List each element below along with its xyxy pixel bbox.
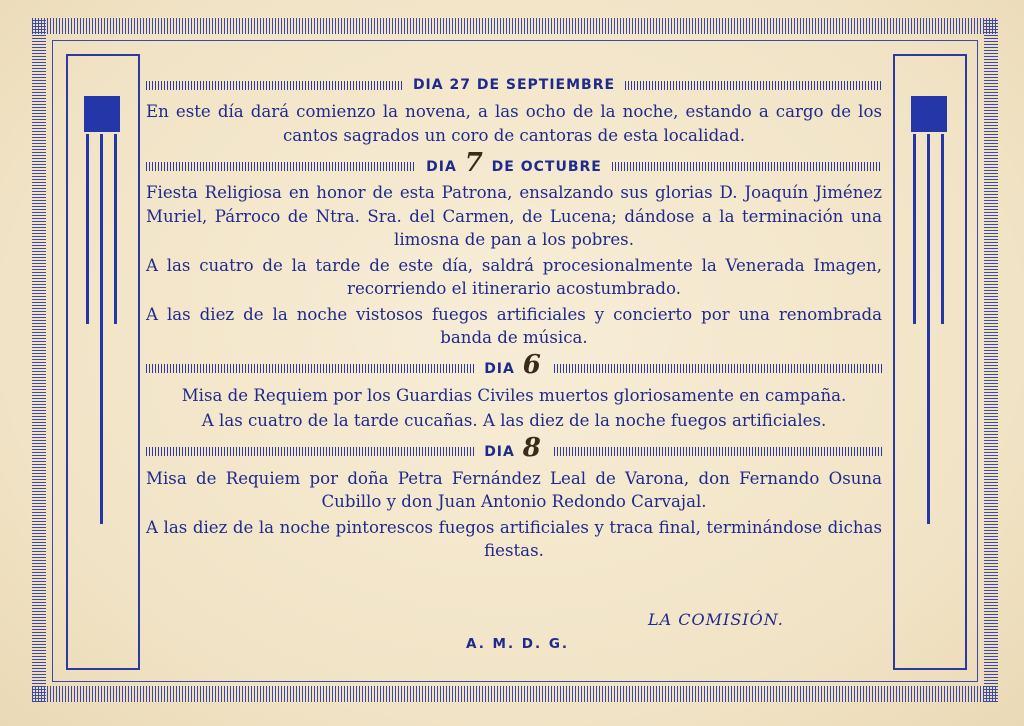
heading-rule: [146, 447, 474, 456]
heading-prefix: DIA: [484, 444, 515, 460]
heading-label: [416, 147, 612, 178]
heading-label: [474, 350, 554, 380]
heading-rule: [554, 364, 882, 373]
heading-prefix: DIA: [484, 361, 515, 377]
frame-left-border: [32, 18, 46, 702]
program-content: [146, 72, 882, 569]
ornament-bar: [100, 134, 103, 524]
paragraph: Misa de Requiem por doña Petra Fernández Leal de Varona, don Fernando Osuna Cubillo y don Juan Antonio Redondo Carvajal.: [146, 468, 882, 511]
section-heading: [146, 147, 882, 179]
signature: LA COMISIÓN.: [648, 610, 784, 629]
paragraph: Fiesta Religiosa en honor de esta Patrona, ensalzando sus glorias D. Joaquín Jiménez Muriel, Párroco de Ntra. Sra. del Carmen, de Lucena; dándose a la terminación una limosna de pan a los pobres.: [146, 183, 882, 249]
ornament-bar: [913, 134, 916, 324]
heading-rule: [146, 364, 474, 373]
handwritten-date: 8: [522, 433, 542, 463]
ornament-square: [911, 96, 947, 132]
section-heading: [146, 72, 882, 98]
frame-bottom-border: [32, 686, 998, 702]
paragraph: En este día dará comienzo la novena, a las ocho de la noche, estando a cargo de los cantos sagrados un coro de cantoras de esta localidad.: [146, 102, 882, 145]
ornament-bar: [927, 134, 930, 524]
left-ornament-panel: [66, 54, 140, 670]
frame-right-border: [984, 18, 998, 702]
heading-suffix: DE OCTUBRE: [491, 158, 602, 175]
frame-top-border: [32, 18, 998, 34]
heading-rule: [625, 81, 882, 90]
heading-prefix: DIA: [426, 158, 457, 175]
heading-label: [474, 433, 554, 463]
section-heading: [146, 433, 882, 465]
heading-rule: [612, 162, 882, 171]
handwritten-date: 6: [522, 350, 542, 380]
ornament-square: [84, 96, 120, 132]
heading-rule: [146, 81, 403, 90]
paragraph: A las cuatro de la tarde cucañas. A las diez de la noche fuegos artificiales.: [201, 411, 827, 430]
paragraph: Misa de Requiem por los Guardias Civiles muertos gloriosamente en campaña.: [181, 385, 847, 405]
paragraph: A las diez de la noche pintorescos fuegos artificiales y traca final, terminándose dichas fiestas.: [146, 517, 882, 560]
paragraph: A las diez de la noche vistosos fuegos artificiales y concierto por una renombrada banda de música.: [146, 304, 882, 347]
footer-motto: A. M. D. G.: [466, 636, 570, 652]
heading-label: DIA 27 DE SEPTIEMBRE: [412, 77, 616, 93]
ornament-bar: [114, 134, 117, 324]
right-ornament-panel: [893, 54, 967, 670]
heading-rule: [554, 447, 882, 456]
heading-rule: [146, 162, 416, 171]
ornament-bar: [941, 134, 944, 324]
handwritten-date: 7: [464, 147, 484, 178]
section-heading: [146, 350, 882, 382]
paragraph: A las cuatro de la tarde de este día, saldrá procesionalmente la Venerada Imagen, recorriendo el itinerario acostumbrado.: [146, 255, 882, 298]
ornament-bar: [86, 134, 89, 324]
